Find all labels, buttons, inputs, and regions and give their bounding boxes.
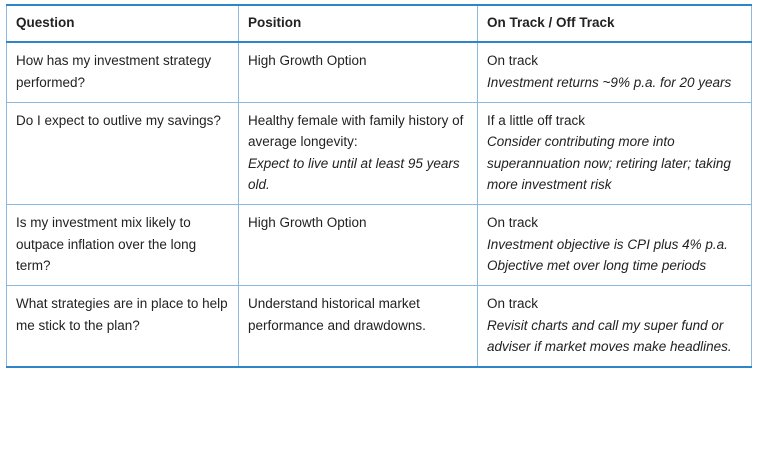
cell-status xyxy=(478,286,752,367)
column-header-question: Question xyxy=(7,5,239,42)
column-header-status: On Track / Off Track xyxy=(478,5,752,42)
position-note: Expect to live until at least 95 years old. xyxy=(248,155,460,192)
status-note: Investment returns ~9% p.a. for 20 years xyxy=(487,74,732,90)
table-row xyxy=(7,102,752,204)
position-text: High Growth Option xyxy=(248,53,367,69)
retirement-checkpoints-table xyxy=(6,4,752,368)
table-row xyxy=(7,205,752,286)
status-text: On track xyxy=(487,296,539,312)
status-text: If a little off track xyxy=(487,112,586,128)
cell-status xyxy=(478,205,752,286)
status-note: Revisit charts and call my super fund or adviser if market moves make headlines. xyxy=(487,317,732,354)
question-text: Do I expect to outlive my savings? xyxy=(16,112,221,128)
table-header-row xyxy=(7,5,752,42)
cell-status xyxy=(478,102,752,204)
cell-question xyxy=(7,286,239,367)
question-text: Is my investment mix likely to outpace inflation over the long term? xyxy=(16,215,197,273)
status-text: On track xyxy=(487,53,539,69)
cell-position xyxy=(239,286,478,367)
cell-question xyxy=(7,205,239,286)
question-text: What strategies are in place to help me stick to the plan? xyxy=(16,296,228,333)
cell-position xyxy=(239,205,478,286)
status-text: On track xyxy=(487,215,539,231)
table-body xyxy=(7,42,752,367)
position-text: Healthy female with family history of average longevity: xyxy=(248,112,464,150)
question-text: How has my investment strategy performed? xyxy=(16,53,212,90)
position-text: High Growth Option xyxy=(248,215,367,231)
cell-position xyxy=(239,102,478,204)
table-row xyxy=(7,286,752,367)
column-header-position: Position xyxy=(239,5,478,42)
cell-question xyxy=(7,102,239,204)
status-note: Consider contributing more into superannuation now; retiring later; taking more investment risk xyxy=(487,134,731,192)
status-note: Investment objective is CPI plus 4% p.a. Objective met over long time periods xyxy=(487,236,728,273)
table-header xyxy=(7,5,752,42)
position-text: Understand historical market performance and drawdowns. xyxy=(248,296,426,333)
cell-question xyxy=(7,42,239,102)
cell-status xyxy=(478,42,752,102)
cell-position xyxy=(239,42,478,102)
table-row xyxy=(7,42,752,102)
